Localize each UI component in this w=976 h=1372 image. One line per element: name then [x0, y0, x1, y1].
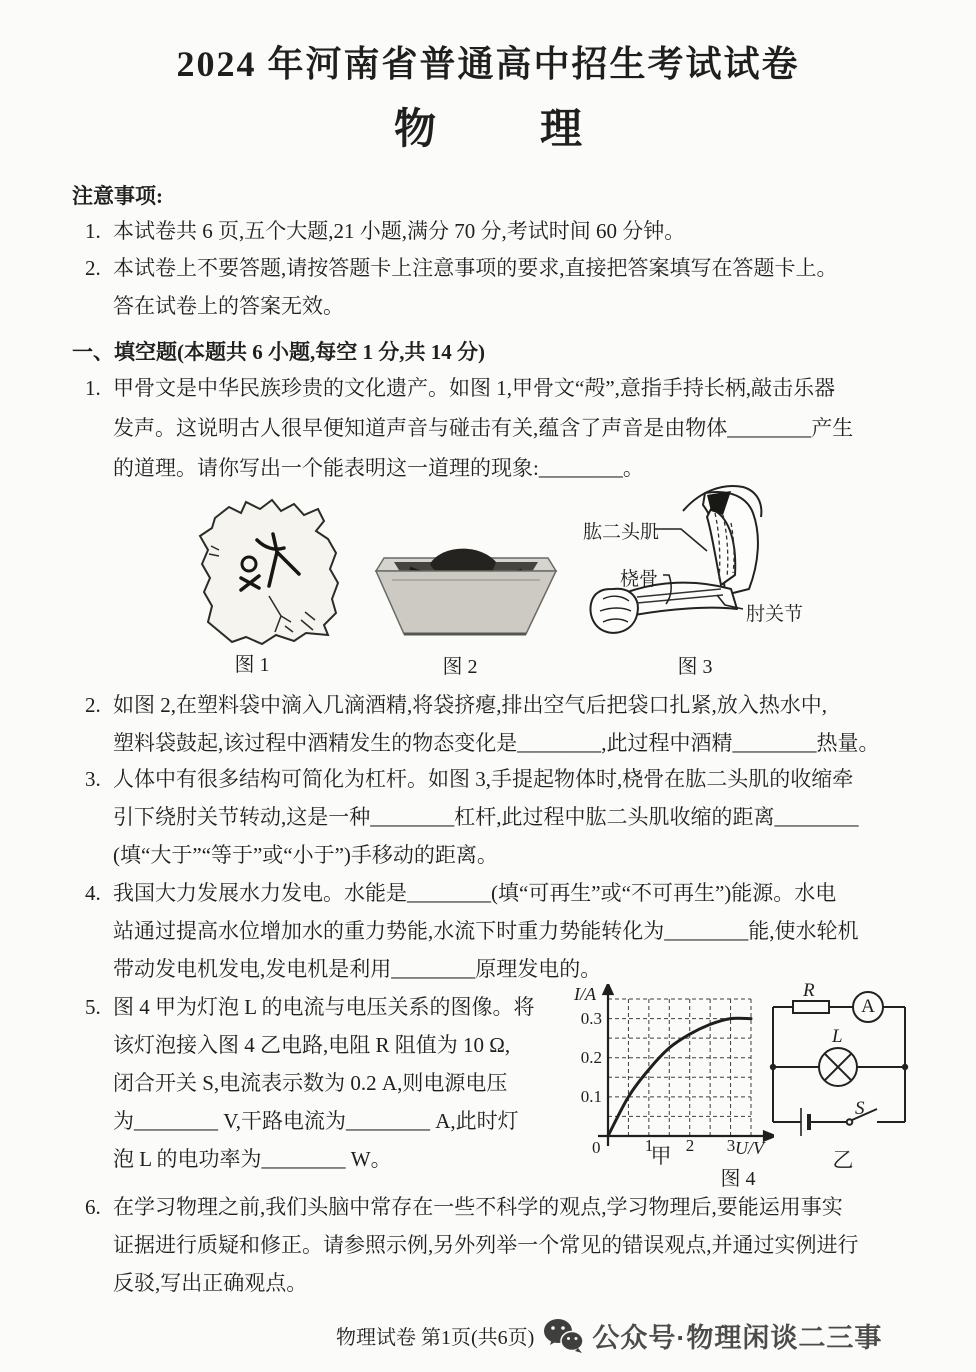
question-text: 带动发电机发电,发电机是利用________原理发电的。: [113, 957, 602, 981]
circuit-drawing: [765, 984, 915, 1146]
y-tick-0.1: 0.1: [580, 1087, 602, 1106]
figure-3-caption: 图 3: [677, 656, 713, 678]
question-text: (填“大于”“等于”或“小于”)手移动的距离。: [113, 843, 498, 867]
page-title: 2024 年河南省普通高中招生考试试卷: [176, 44, 800, 84]
question-text: 该灯泡接入图 4 乙电路,电阻 R 阻值为 10 Ω,: [113, 1033, 511, 1057]
wechat-icon: [542, 1317, 584, 1355]
question-text: 在学习物理之前,我们头脑中常存在一些不科学的观点,学习物理后,要能运用事实: [113, 1195, 843, 1219]
question-text: 人体中有很多结构可简化为杠杆。如图 3,手提起物体时,桡骨在肱二头肌的收缩牵: [113, 767, 854, 791]
footer-page-indicator: 物理试卷 第1页(共6页): [336, 1327, 535, 1349]
lamp-label: L: [832, 1026, 843, 1047]
question-text: 我国大力发展水力发电。水能是________(填“可再生”或“不可再生”)能源。水电: [113, 881, 837, 905]
question-2: [85, 686, 880, 762]
y-tick-0.2: 0.2: [580, 1048, 602, 1067]
notice-item-2: [85, 249, 838, 325]
question-6: [85, 1188, 859, 1302]
notice-item-number: 2.: [85, 256, 101, 280]
figure-1-caption: 图 1: [234, 654, 270, 676]
question-text: 甲骨文是中华民族珍贵的文化遗产。如图 1,甲骨文“殸”,意指手持长柄,敲击乐器: [113, 376, 836, 400]
page-footer: [336, 1316, 882, 1355]
label-radius: 桡骨: [620, 569, 659, 590]
label-elbow: 肘关节: [746, 604, 804, 625]
notice-item-1: [85, 212, 685, 250]
question-number: 3.: [85, 767, 101, 791]
question-text: 为________ V,干路电流为________ A,此时灯: [113, 1109, 519, 1133]
switch-label: S: [855, 1098, 865, 1119]
x-tick-1: 1: [644, 1136, 654, 1155]
question-text: 泡 L 的电功率为________ W。: [113, 1147, 392, 1171]
fig4-sub-label-circuit: 乙: [832, 1148, 854, 1172]
notice-item-text: 答在试卷上的答案无效。: [113, 294, 344, 318]
origin-tick: 0: [592, 1138, 601, 1157]
question-text: 塑料袋鼓起,该过程中酒精发生的物态变化是________,此过程中酒精________热量。: [113, 731, 880, 755]
resistor-label: R: [803, 980, 815, 1001]
x-tick-3: 3: [726, 1136, 736, 1155]
question-text: 站通过提高水位增加水的重力势能,水流下时重力势能转化为________能,使水轮机: [113, 919, 859, 943]
subject-char-2: 理: [540, 107, 583, 153]
arm-figure: [565, 483, 875, 663]
footer-account-name: 公众号·物理闲谈二三事: [592, 1323, 883, 1353]
x-tick-2: 2: [685, 1136, 695, 1155]
figure-4-caption: 图 4: [720, 1168, 756, 1190]
subject-title: [0, 96, 976, 156]
y-axis-label: I/A: [574, 984, 596, 1004]
question-5: [85, 988, 535, 1178]
section-1-heading: 一、填空题(本题共 6 小题,每空 1 分,共 14 分): [72, 340, 485, 364]
notice-item-text: 本试卷上不要答题,请按答题卡上注意事项的要求,直接把答案填写在答题卡上。: [113, 256, 838, 280]
oracle-bone-figure: [185, 494, 350, 646]
arm-drawing: [565, 483, 875, 663]
notice-item-text: 本试卷共 6 页,五个大题,21 小题,满分 70 分,考试时间 60 分钟。: [113, 219, 686, 243]
notice-heading: 注意事项:: [72, 184, 163, 208]
question-text: 引下绕肘关节转动,这是一种________杠杆,此过程中肱二头肌收缩的距离________: [113, 805, 859, 829]
notice-item-number: 1.: [85, 219, 101, 243]
question-text: 图 4 甲为灯泡 L 的电流与电压关系的图像。将: [113, 995, 535, 1019]
question-4: [85, 874, 859, 988]
tray-photo-figure: [370, 528, 562, 648]
y-tick-0.3: 0.3: [580, 1009, 602, 1028]
question-text: 如图 2,在塑料袋中滴入几滴酒精,将袋挤瘪,排出空气后把袋口扎紧,放入热水中,: [113, 693, 827, 717]
question-number: 6.: [85, 1195, 101, 1219]
label-biceps: 肱二头肌: [583, 522, 660, 543]
ammeter-label: A: [861, 996, 875, 1017]
question-1: [85, 368, 853, 488]
fig4-sub-label-graph: 甲: [650, 1144, 672, 1168]
circuit-figure: [765, 980, 915, 1146]
question-number: 2.: [85, 693, 101, 717]
question-text: 闭合开关 S,电流表示数为 0.2 A,则电源电压: [113, 1071, 508, 1095]
question-number: 5.: [85, 995, 101, 1019]
figure-2-caption: 图 2: [442, 656, 478, 678]
question-text: 证据进行质疑和修正。请参照示例,另外列举一个常见的错误观点,并通过实例进行: [113, 1233, 859, 1257]
question-text: 发声。这说明古人很早便知道声音与碰击有关,蕴含了声音是由物体________产生: [113, 416, 854, 440]
question-number: 4.: [85, 881, 101, 905]
x-axis-label: U/V: [735, 1138, 764, 1158]
subject-char-1: 物: [393, 107, 436, 153]
question-text: 的道理。请你写出一个能表明这一道理的现象:________。: [113, 456, 644, 480]
question-number: 1.: [85, 376, 101, 400]
question-text: 反驳,写出正确观点。: [113, 1271, 308, 1295]
iu-graph: [572, 984, 774, 1172]
question-3: [85, 760, 859, 874]
